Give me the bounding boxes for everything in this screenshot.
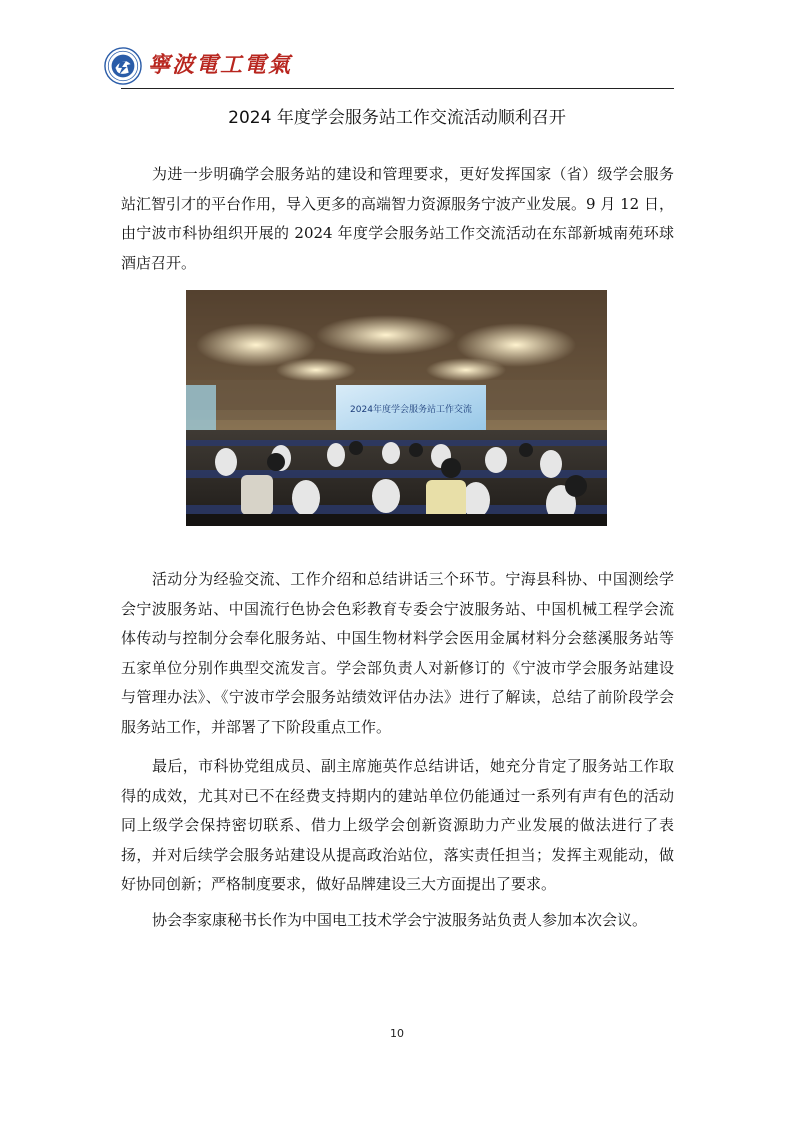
photo-screen-text: 2024年度学会服务站工作交流 xyxy=(350,405,472,415)
society-emblem-icon xyxy=(104,47,142,85)
article-paragraph-4: 协会李家康秘书长作为中国电工技术学会宁波服务站负责人参加本次会议。 xyxy=(152,911,648,929)
publication-logo-text: 寧波電工電氣 xyxy=(148,52,293,78)
article-paragraph-1: 为进一步明确学会服务站的建设和管理要求，更好发挥国家（省）级学会服务站汇智引才的平台作用，导入更多的高端智力资源服务宁波产业发展。9 月 12 日，由宁波市科协组织开展的 2024 年度学会服务站工作交流活动在东部新城南苑环球酒店召开。 xyxy=(121,165,674,272)
conference-photo-illustration xyxy=(186,290,607,526)
article-paragraph-2: 活动分为经验交流、工作介绍和总结讲话三个环节。宁海县科协、中国测绘学会宁波服务站、中国流行色协会色彩教育专委会宁波服务站、中国机械工程学会流体传动与控制分会奉化服务站、中国生物材料学会医用金属材料分会慈溪服务站等五家单位分别作典型交流发言。学会部负责人对新修订的《宁波市学会服务站建设与管理办法》、《宁波市学会服务站绩效评估办法》进行了解读，总结了前阶段学会服务站工作，并部署了下阶段重点工作。 xyxy=(121,570,674,736)
article-title: 2024 年度学会服务站工作交流活动顺利召开 xyxy=(228,108,566,128)
article-paragraph-3: 最后，市科协党组成员、副主席施英作总结讲话，她充分肯定了服务站工作取得的成效，尤其对已不在经费支持期内的建站单位仍能通过一系列有声有色的活动同上级学会保持密切联系、借力上级学会创新资源助力产业发展的做法进行了表扬，并对后续学会服务站建设从提高政治站位，落实责任担当；发挥主观能动，做好协同创新；严格制度要求，做好品牌建设三大方面提出了要求。 xyxy=(121,757,674,893)
header-divider xyxy=(121,88,674,89)
page-header xyxy=(100,44,674,90)
page-number: 10 xyxy=(390,1027,404,1040)
conference-photo xyxy=(186,290,607,526)
